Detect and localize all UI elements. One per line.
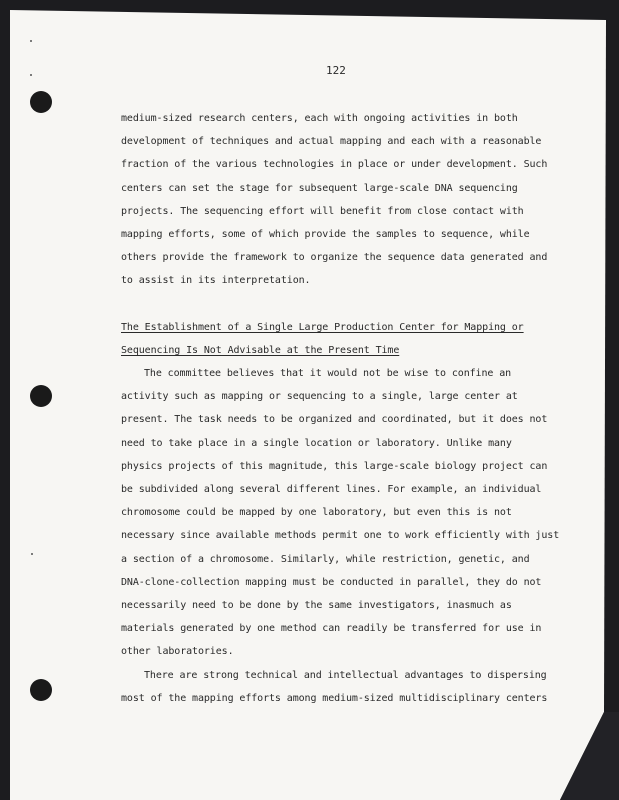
text-line: to assist in its interpretation.	[121, 275, 311, 287]
text-line: The committee believes that it would not be wise to confine an	[144, 368, 512, 379]
binder-hole	[30, 91, 52, 113]
text-line: centers can set the stage for subsequent large-scale DNA sequencing	[121, 182, 518, 194]
section-heading	[121, 316, 561, 362]
text-line: mapping efforts, some of which provide the samples to sequence, while	[121, 228, 530, 240]
binder-hole	[30, 679, 52, 701]
page-number: 122	[326, 64, 346, 77]
text-line: most of the mapping efforts among medium-sized multidisciplinary centers	[121, 693, 548, 705]
text-line: activity such as mapping or sequencing to a single, large center at	[121, 391, 518, 403]
text-line: development of techniques and actual mapping and each with a reasonable	[121, 136, 542, 148]
text-line: other laboratories.	[121, 646, 234, 658]
text-line: projects. The sequencing effort will benefit from close contact with	[121, 205, 524, 217]
text-line: DNA-clone-collection mapping must be conducted in parallel, they do not	[121, 576, 542, 588]
paragraph-advantages	[121, 664, 561, 710]
text-line: be subdivided along several different lines. For example, an individual	[121, 483, 542, 495]
scan-speck	[30, 40, 32, 42]
text-line: a section of a chromosome. Similarly, while restriction, genetic, and	[121, 553, 530, 565]
heading-line: Sequencing Is Not Advisable at the Present Time	[121, 345, 400, 357]
text-line: materials generated by one method can readily be transferred for use in	[121, 623, 542, 635]
text-line: necessarily need to be done by the same investigators, inasmuch as	[121, 599, 512, 611]
text-line: physics projects of this magnitude, this large-scale biology project can	[121, 460, 548, 472]
text-line: necessary since available methods permit one to work efficiently with just	[121, 530, 560, 542]
binder-hole	[30, 385, 52, 407]
text-line: There are strong technical and intellectual advantages to dispersing	[144, 670, 547, 681]
text-line: chromosome could be mapped by one laboratory, but even this is not	[121, 507, 512, 519]
paragraph-continued	[121, 107, 561, 293]
text-line: need to take place in a single location or laboratory. Unlike many	[121, 437, 512, 449]
text-line: present. The task needs to be organized and coordinated, but it does not	[121, 414, 548, 426]
text-line: fraction of the various technologies in place or under development. Such	[121, 159, 548, 171]
scan-speck	[30, 74, 32, 76]
scan-speck	[31, 553, 33, 555]
text-line: medium-sized research centers, each with ongoing activities in both	[121, 113, 518, 124]
text-line: others provide the framework to organize the sequence data generated and	[121, 252, 548, 264]
heading-line: The Establishment of a Single Large Production Center for Mapping or	[121, 322, 524, 333]
paragraph-committee	[121, 362, 561, 663]
